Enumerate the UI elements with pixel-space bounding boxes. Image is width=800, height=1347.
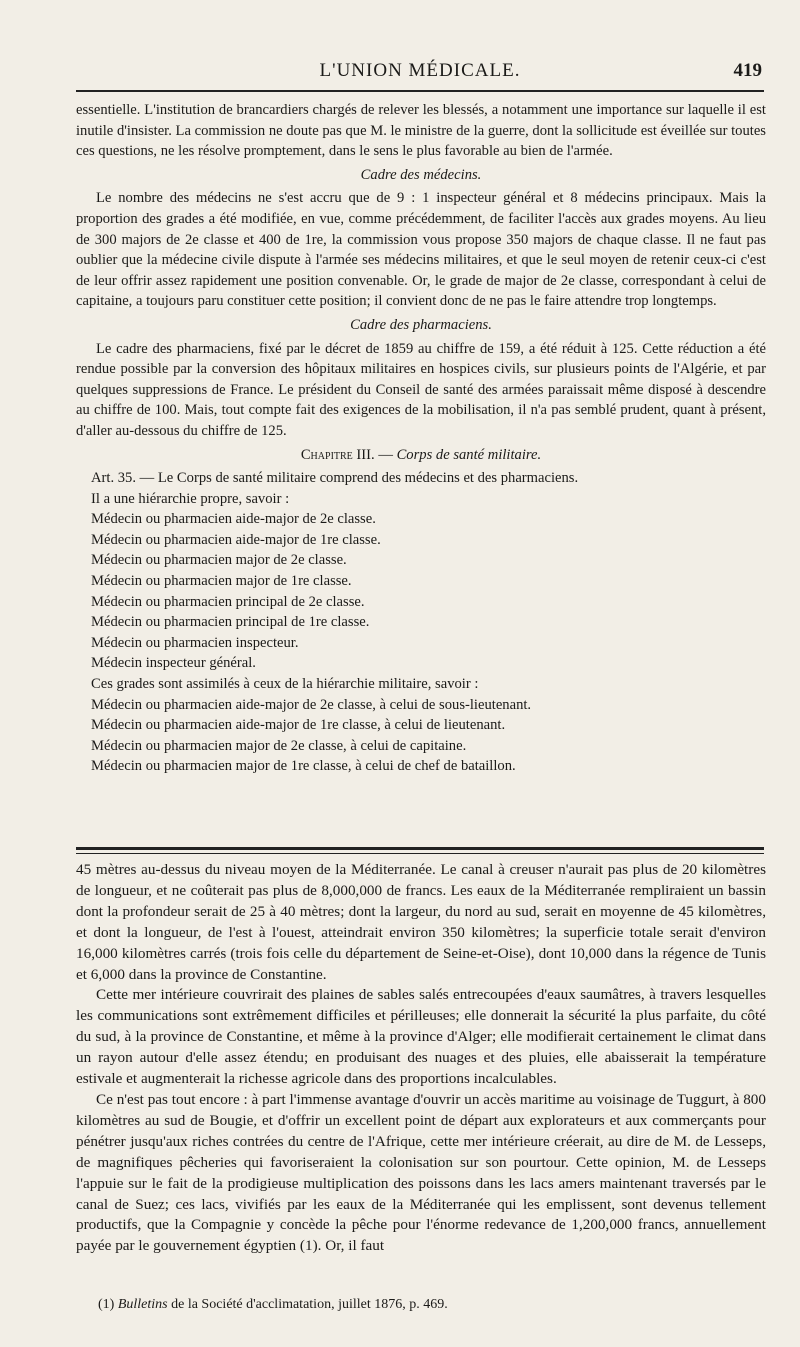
article-line: Médecin inspecteur général.	[91, 655, 256, 672]
article-line: Médecin ou pharmacien major de 2e classe.	[91, 552, 347, 569]
section-heading-pharmaciens: Cadre des pharmaciens.	[350, 316, 492, 333]
paragraph-medecins: Le nombre des médecins ne s'est accru que de 9 : 1 inspecteur général et 8 médecins principaux. Mais la proportion des grades a été modifiée, en vue, comme précédemment, de faciliter l'accès aux grades moyens. Au lieu de 300 majors de 2e classe et 400 de 1re, la commission vous propose 350 majors de chaque classe. Il ne faut pas oublier que la médecine civile dispute à l'armée ses médecins militaires, et que le seul moyen de retenir ceux-ci c'est de leur offrir assez rapidement une position convenable. Or, le grade de major de 2e classe, correspondant à celui de capitaine, a toujours paru constituer cette position; il convient donc de ne pas le faire attendre trop longtemps.	[76, 190, 766, 310]
page-number: 419	[733, 60, 762, 81]
article-line: Médecin ou pharmacien aide-major de 1re classe, à celui de lieutenant.	[91, 717, 506, 734]
running-title: L'UNION MÉDICALE.	[319, 60, 521, 81]
lower-section	[76, 860, 766, 1257]
article-line: Médecin ou pharmacien aide-major de 1re classe.	[91, 531, 381, 548]
paragraph-consequences: Cette mer intérieure couvrirait des plaines de sables salés entrecoupées d'eaux saumâtres, à travers lesquelles les communications sont extrêmement difficiles et périlleuses; elle donnerait la sécurité la plus parfaite, du côté du sud, à la province de Constantine, et même à la province d'Alger; elle modifierait certainement le climat dans un rayon autour d'elle assez étendu; en produisant des nuages et des pluies, elle abaisserait la température estivale et augmenterait la richesse agricole dans des proportions incalculables.	[76, 986, 766, 1088]
upper-section	[76, 100, 766, 777]
footnote-text: de la Société d'acclimatation, juillet 1876, p. 469.	[167, 1297, 448, 1312]
article-line: Médecin ou pharmacien major de 1re classe.	[91, 573, 352, 590]
paragraph-avantages: Ce n'est pas tout encore : à part l'immense avantage d'ouvrir un accès maritime au voisinage de Tuggurt, à 800 kilomètres au sud de Bougie, et d'offrir un excellent point de départ aux explorateurs et aux commerçants pour pénétrer jusqu'aux riches contrées du centre de l'Afrique, cette mer intérieure créerait, au dire de M. de Lesseps, de magnifiques pêcheries qui favoriseraient la colonisation sur son pourtour. Cette opinion, M. de Lesseps l'appuie sur le fait de la prodigieuse multiplication des poissons dans les lacs amers maintenant traversés par le canal de Suez; ces lacs, vivifiés par les eaux de la Méditerranée qui les emplissent, sont devenus tellement productifs, que la Compagnie y concède la pêche pour l'énorme redevance de 1,200,000 francs, annuellement payée par le gouvernement égyptien (1). Or, il faut	[76, 1090, 766, 1255]
footnote-marker: (1)	[98, 1297, 115, 1312]
chapter-dash: —	[374, 446, 397, 463]
paragraph-mer-interieure: 45 mètres au-dessus du niveau moyen de la Méditerranée. Le canal à creuser n'aurait pas plus de 20 kilomètres de longueur, et ne coûterait pas plus de 8,000,000 de francs. Les eaux de la Méditerranée rempliraient un bassin dont la profondeur serait de 25 à 40 mètres; dont la largeur, du nord au sud, serait en moyenne de 45 kilomètres, et dont la longueur, de l'est à l'ouest, atteindrait environ 350 kilomètres; la superficie totale serait d'environ 16,000 kilomètres carrés (trois fois celle du département de Seine-et-Oise), dont 10,000 dans la régence de Tunis et 6,000 dans la province de Constantine.	[76, 861, 766, 983]
section-heading-medecins: Cadre des médecins.	[360, 166, 482, 183]
article-line: Médecin ou pharmacien principal de 2e classe.	[91, 593, 365, 610]
article-line: Art. 35. — Le Corps de santé militaire comprend des médecins et des pharmaciens.	[91, 470, 579, 487]
chapter-label: Chapitre III.	[300, 446, 375, 463]
chapter-title: Corps de santé militaire.	[396, 446, 542, 463]
footnote	[98, 1297, 766, 1313]
article-line: Médecin ou pharmacien aide-major de 2e classe, à celui de sous-lieutenant.	[91, 696, 532, 713]
paragraph-pharmaciens: Le cadre des pharmaciens, fixé par le décret de 1859 au chiffre de 159, a été réduit à 125. Cette réduction a été rendue possible par la conversion des hôpitaux militaires en hospices civils, sur plusieurs points de l'Algérie, et par quelques suppressions de France. Le président du Conseil de santé des armées paraissait même disposé à descendre au chiffre de 100. Mais, tout compte fait des exigences de la mobilisation, il n'a pas semblé prudent, quant à présent, d'aller au-dessous du chiffre de 125.	[76, 340, 766, 439]
page-header	[76, 58, 764, 86]
paragraph-continuation: essentielle. L'institution de brancardiers chargés de relever les blessés, a notamment une importance sur laquelle il est inutile d'insister. La commission ne doute pas que M. le ministre de la guerre, dont la sollicitude est éveillée sur toutes ces questions, ne les résolve promptement, dans le sens le plus favorable au bien de l'armée.	[76, 102, 766, 160]
article-line: Médecin ou pharmacien aide-major de 2e classe.	[91, 511, 376, 528]
article-35	[76, 468, 766, 777]
section-divider	[76, 847, 764, 850]
header-rule	[76, 90, 764, 92]
article-line: Il a une hiérarchie propre, savoir :	[91, 490, 290, 507]
footnote-source: Bulletins	[117, 1297, 168, 1312]
article-line: Médecin ou pharmacien principal de 1re classe.	[91, 614, 370, 631]
section-divider-thin	[76, 853, 764, 854]
article-line: Médecin ou pharmacien major de 2e classe, à celui de capitaine.	[91, 737, 467, 754]
chapter-heading	[76, 445, 766, 466]
article-line: Ces grades sont assimilés à ceux de la hiérarchie militaire, savoir :	[91, 676, 479, 693]
article-line: Médecin ou pharmacien inspecteur.	[91, 634, 299, 651]
article-line: Médecin ou pharmacien major de 1re classe, à celui de chef de bataillon.	[91, 758, 516, 775]
